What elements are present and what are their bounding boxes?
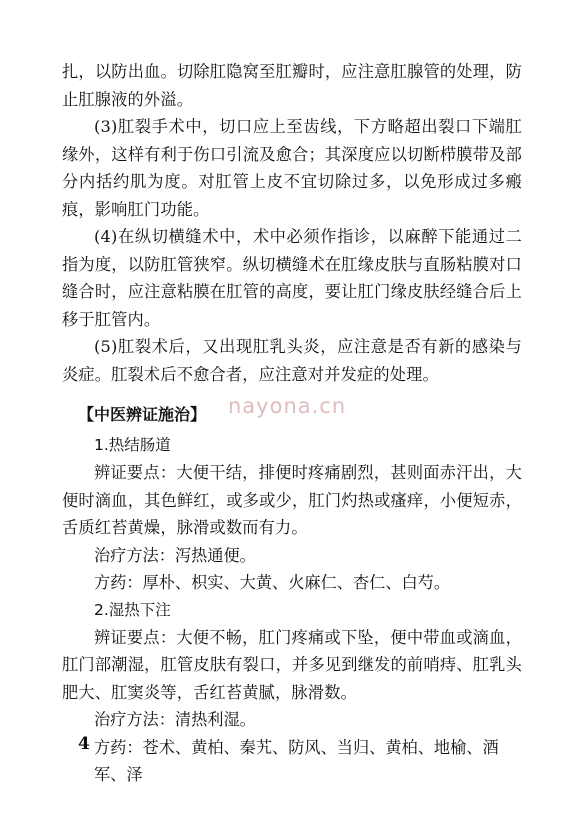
paragraph-1: 扎，以防出血。切除肛隐窝至肛瓣时，应注意肛腺管的处理，防止肛腺液的外溢。 [62,62,522,109]
type2-heading: 2.湿热下注 [94,600,171,619]
section-title: 【中医辨证施治】 [78,405,207,424]
type1-heading: 1.热结肠道 [94,436,171,454]
page-number: 4 [78,734,90,754]
type2-method: 治疗方法：清热利湿。 [94,710,256,729]
paragraph-2: (3)肛裂手术中，切口应上至齿线，下方略超出裂口下端肛缘外，这样有利于伤口引流及愈合；其深度应以切断栉膜带及部分内括约肌为度。对肛管上皮不宜切除过多，以免形成过多瘢痕，影响肛门功能。 [62,117,522,219]
type2-prescription: 方药：苍术、黄柏、秦艽、防风、当归、黄柏、地榆、酒军、泽 [94,737,499,784]
paragraph-4: (5)肛裂术后，又出现肛乳头炎，应注意是否有新的感染与炎症。肛裂术后不愈合者，应注意对并发症的处理。 [62,337,522,384]
type1-diagnosis: 辨证要点：大便干结，排便时疼痛剧烈，甚则面赤汗出，大便时滴血，其色鲜红，或多或少，肛门灼热或瘙痒，小便短赤，舌质红苔黄燥，脉滑或数而有力。 [62,463,522,537]
type1-method: 治疗方法：泻热通便。 [94,545,256,565]
type1-prescription: 方药：厚朴、枳实、大黄、火麻仁、杏仁、白芍。 [94,573,451,592]
page-content [62,58,522,789]
type2-diagnosis: 辨证要点：大便不畅，肛门疼痛或下坠，便中带血或滴血，肛门部潮湿，肛管皮肤有裂口，并多见到继发的前哨痔、肛乳头肥大、肛窦炎等，舌红苔黄腻，脉滑数。 [62,627,522,702]
watermark-text: nayona.cn [228,394,347,418]
paragraph-3: (4)在纵切横缝术中，术中必须作指诊，以麻醉下能通过二指为度，以防肛管狭窄。纵切横缝术在肛缘皮肤与直肠粘膜对口缝合时，应注意粘膜在肛管的高度，要让肛门缘皮肤经缝合后上移于肛管内。 [62,227,522,329]
